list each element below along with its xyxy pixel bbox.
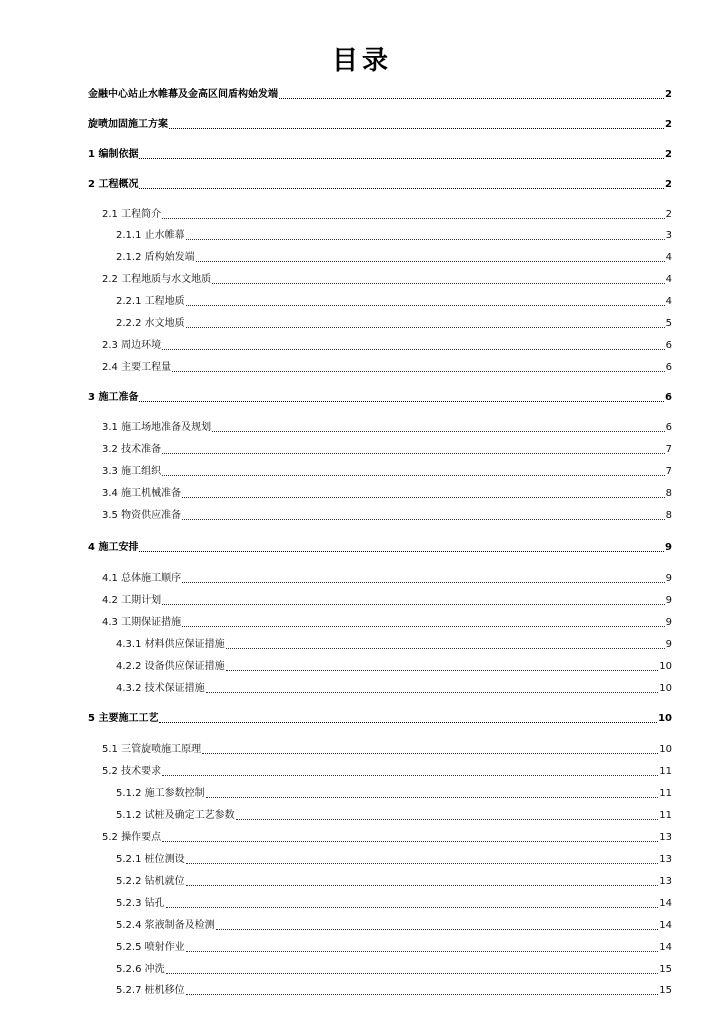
toc-entry-label: 3.3 施工组织 [102,466,162,477]
toc-entry-page-number: 5 [665,318,672,329]
toc-entry-label: 3.1 施工场地准备及规划 [102,422,212,433]
toc-entry-label: 2.2 工程地质与水文地质 [102,274,212,285]
toc-entry-label: 2.1 工程简介 [102,209,162,220]
toc-entry[interactable] [116,315,672,331]
toc-entry-label: 5.2.6 冲洗 [116,964,165,975]
toc-entry-label: 5.2.2 钻机就位 [116,876,185,887]
toc-entry-page-number: 10 [658,713,672,724]
toc-entry[interactable] [116,807,672,823]
dot-leader [182,518,665,520]
dot-leader [139,550,664,552]
toc-entry[interactable] [116,982,672,998]
toc-entry[interactable] [102,359,672,375]
toc-entry-page-number: 2 [665,149,672,160]
toc-entry-page-number: 8 [665,488,672,499]
toc-entry[interactable] [116,227,672,243]
toc-entry[interactable] [88,86,672,102]
toc-entry[interactable] [116,680,672,696]
dot-leader [182,496,665,498]
toc-entry[interactable] [102,206,672,222]
dot-leader [186,884,659,886]
toc-entry-page-number: 6 [665,392,672,403]
toc-entry[interactable] [102,441,672,457]
dot-leader [159,721,657,723]
toc-entry-page-number: 14 [659,920,672,931]
toc-entry[interactable] [102,463,672,479]
toc-entry[interactable] [116,851,672,867]
toc-entry-page-number: 11 [659,766,672,777]
dot-leader [182,625,665,627]
dot-leader [182,581,665,583]
toc-entry[interactable] [88,389,672,405]
dot-leader [139,400,664,402]
dot-leader [206,796,659,798]
toc-entry[interactable] [102,592,672,608]
toc-entry-label: 4.3.1 材料供应保证措施 [116,639,225,650]
toc-entry[interactable] [116,873,672,889]
toc-entry-label: 5.2 操作要点 [102,832,162,843]
toc-entry[interactable] [116,293,672,309]
toc-entry-label: 5.2.4 浆液制备及检测 [116,920,215,931]
toc-entry-page-number: 6 [665,340,672,351]
dot-leader [162,452,665,454]
toc-entry-label: 5.1.2 试桩及确定工艺参数 [116,810,235,821]
toc-entry-page-number: 2 [665,209,672,220]
toc-entry[interactable] [116,917,672,933]
toc-entry-page-number: 9 [665,639,672,650]
dot-leader [186,950,659,952]
dot-leader [226,647,665,649]
dot-leader [162,603,665,605]
dot-leader [162,217,665,219]
dot-leader [162,840,658,842]
toc-entry-label: 2.4 主要工程量 [102,362,172,373]
toc-entry-page-number: 6 [665,362,672,373]
toc-entry-page-number: 7 [665,444,672,455]
toc-entry-page-number: 11 [659,788,672,799]
toc-entry[interactable] [102,419,672,435]
dot-leader [139,157,664,159]
dot-leader [202,752,658,754]
toc-entry-label: 5.2.3 钻孔 [116,898,165,909]
dot-leader [186,238,665,240]
toc-entry-page-number: 4 [665,296,672,307]
toc-entry[interactable] [116,249,672,265]
dot-leader [186,993,659,995]
toc-entry[interactable] [102,485,672,501]
toc-entry-label: 5.2.5 喷射作业 [116,942,185,953]
toc-entry-label: 5.2 技术要求 [102,766,162,777]
toc-entry-label: 3.2 技术准备 [102,444,162,455]
dot-leader [162,474,665,476]
toc-entry-page-number: 14 [659,942,672,953]
toc-entry-page-number: 2 [665,119,672,130]
toc-entry-label: 2.3 周边环境 [102,340,162,351]
toc-entry-page-number: 10 [659,683,672,694]
toc-entry[interactable] [116,785,672,801]
dot-leader [212,430,665,432]
toc-entry[interactable] [102,271,672,287]
toc-entry-page-number: 13 [659,876,672,887]
toc-entry[interactable] [102,337,672,353]
dot-leader [186,304,665,306]
dot-leader [216,928,659,930]
toc-entry-page-number: 15 [659,964,672,975]
toc-entry-page-number: 15 [659,985,672,996]
toc-entry-label: 5.1 三管旋喷施工原理 [102,744,202,755]
toc-entry-label: 5.2.7 桩机移位 [116,985,185,996]
toc-entry-label: 3.4 施工机械准备 [102,488,182,499]
dot-leader [172,370,665,372]
toc-entry-page-number: 13 [659,832,672,843]
toc-entry[interactable] [102,570,672,586]
dot-leader [236,818,659,820]
toc-entry[interactable] [88,146,672,162]
toc-entry-label: 4.3.2 技术保证措施 [116,683,205,694]
toc-entry-page-number: 9 [665,542,672,553]
toc-entry-label: 2.1.2 盾构始发端 [116,252,195,263]
toc-entry-page-number: 14 [659,898,672,909]
dot-leader [139,187,664,189]
toc-entry-label: 2.2.2 水文地质 [116,318,185,329]
toc-entry[interactable] [116,658,672,674]
dot-leader [166,906,659,908]
toc-entry-page-number: 10 [659,661,672,672]
toc-entry[interactable] [102,614,672,630]
toc-entry-page-number: 9 [665,617,672,628]
toc-entry-label: 4 施工安排 [88,542,139,553]
toc-entry[interactable] [102,507,672,523]
toc-entry[interactable] [102,741,672,757]
toc-entry-label: 4.2 工期计划 [102,595,162,606]
dot-leader [169,127,664,129]
toc-entry[interactable] [116,939,672,955]
toc-entry-page-number: 4 [665,252,672,263]
toc-entry-label: 3.5 物资供应准备 [102,510,182,521]
toc-entry-label: 3 施工准备 [88,392,139,403]
toc-entry-page-number: 6 [665,422,672,433]
toc-entry-page-number: 2 [665,179,672,190]
toc-entry-page-number: 10 [659,744,672,755]
toc-entry-page-number: 2 [665,89,672,100]
toc-entry[interactable] [116,636,672,652]
toc-entry-label: 4.1 总体施工顺序 [102,573,182,584]
dot-leader [162,348,665,350]
toc-entry-label: 5.1.2 施工参数控制 [116,788,205,799]
toc-entry-page-number: 13 [659,854,672,865]
toc-entry[interactable] [88,176,672,192]
toc-entry-label: 1 编制依据 [88,149,139,160]
toc-entry[interactable] [102,829,672,845]
toc-entry-label: 金融中心站止水帷幕及金高区间盾构始发端 [88,89,278,100]
dot-leader [162,774,658,776]
toc-entry-label: 4.2.2 设备供应保证措施 [116,661,225,672]
toc-entry-label: 2 工程概况 [88,179,139,190]
dot-leader [212,282,665,284]
toc-entry[interactable] [88,116,672,132]
toc-entry-page-number: 8 [665,510,672,521]
toc-entry-label: 4.3 工期保证措施 [102,617,182,628]
dot-leader [279,97,664,99]
toc-entry[interactable] [88,539,672,555]
toc-entry[interactable] [116,961,672,977]
toc-entry-label: 2.2.1 工程地质 [116,296,185,307]
toc-entry-page-number: 9 [665,573,672,584]
toc-entry-label: 5 主要施工工艺 [88,713,159,724]
dot-leader [196,260,665,262]
toc-entry[interactable] [102,763,672,779]
toc-entry-page-number: 4 [665,274,672,285]
toc-entry[interactable] [88,710,672,726]
toc-entry[interactable] [116,895,672,911]
toc-entry-label: 旋喷加固施工方案 [88,119,168,130]
dot-leader [206,691,659,693]
dot-leader [166,972,659,974]
page-title: 目录 [331,46,392,76]
toc-entry-page-number: 11 [659,810,672,821]
dot-leader [186,326,665,328]
dot-leader [226,669,659,671]
toc-entry-page-number: 3 [665,230,672,241]
dot-leader [186,862,659,864]
toc-entry-label: 5.2.1 桩位测设 [116,854,185,865]
toc-entry-label: 2.1.1 止水帷幕 [116,230,185,241]
toc-entry-page-number: 7 [665,466,672,477]
toc-entry-page-number: 9 [665,595,672,606]
